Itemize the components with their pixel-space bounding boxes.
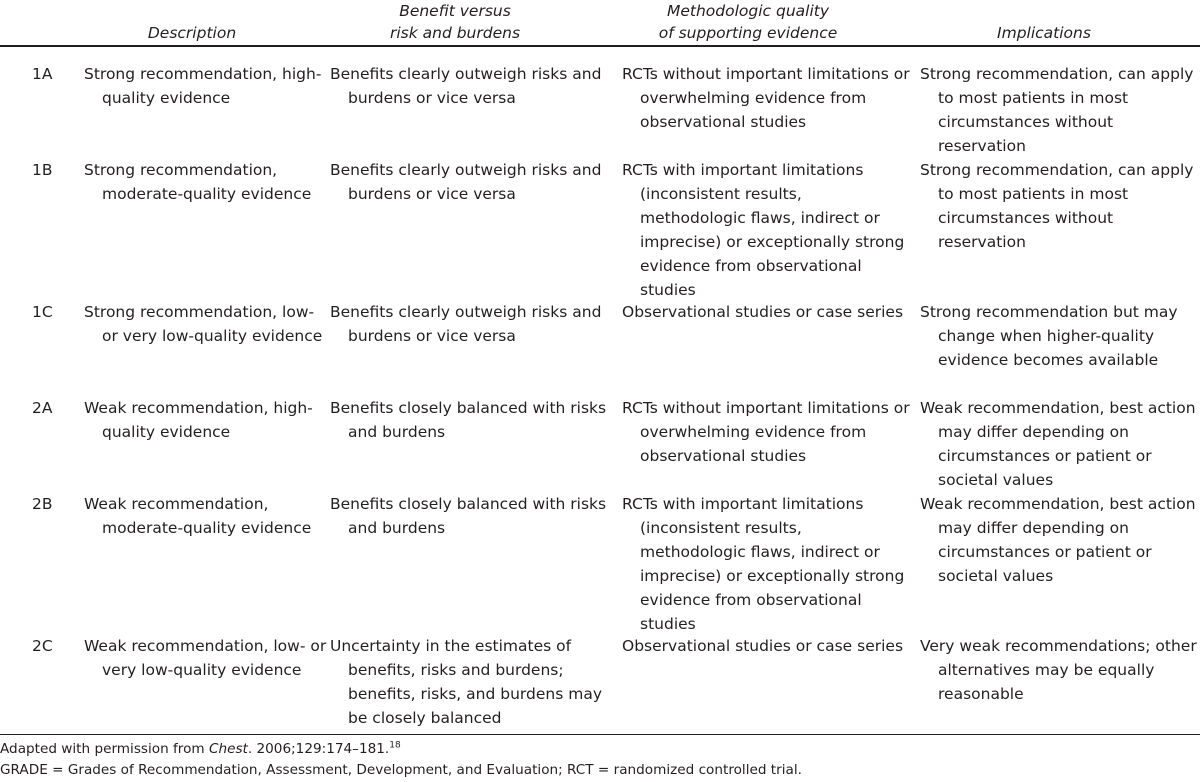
header-benefit: Benefit versus risk and burdens [389,2,521,42]
header-description: Description [147,24,237,42]
benefit-cell: Benefits clearly outweigh risks and burdens or vice versa [330,303,602,345]
table-bottom-rule [0,734,1200,735]
source-journal: Chest [208,741,248,757]
quality-cell: Observational studies or case series [622,303,904,321]
implications-cell: Weak recommendation, best action may differ depending on circumstances or patient or societal values [920,495,1196,585]
benefit-cell: Benefits clearly outweigh risks and burdens or vice versa [330,65,602,107]
table-top-rule [0,45,1200,47]
grade-cell: 2C [32,637,53,655]
grade-cell: 1B [32,161,53,179]
grade-cell: 2A [32,399,53,417]
description-cell: Strong recommendation, high-quality evidence [84,65,322,107]
quality-cell: RCTs without important limitations or overwhelming evidence from observational studies [622,399,910,465]
header-quality: Methodologic quality of supporting evidence [658,2,838,42]
quality-cell: Observational studies or case series [622,637,904,655]
grade-cell: 2B [32,495,53,513]
implications-cell: Weak recommendation, best action may differ depending on circumstances or patient or societal values [920,399,1196,489]
description-cell: Strong recommendation, low- or very low-quality evidence [84,303,323,345]
benefit-cell: Uncertainty in the estimates of benefits, risks and burdens; benefits, risks, and burdens may be closely balanced [330,637,602,727]
source-prefix: Adapted with permission from [0,741,209,757]
description-cell: Weak recommendation, low- or very low-quality evidence [84,637,327,679]
description-cell: Weak recommendation, moderate-quality evidence [84,495,312,537]
grade-cell: 1C [32,303,53,321]
quality-cell: RCTs without important limitations or overwhelming evidence from observational studies [622,65,910,131]
implications-cell: Very weak recommendations; other alternatives may be equally reasonable [920,637,1197,703]
grade-cell: 1A [32,65,53,83]
source-reference: 18 [389,740,401,751]
description-cell: Strong recommendation, moderate-quality evidence [84,161,312,203]
quality-cell: RCTs with important limitations (inconsistent results, methodologic flaws, indirect or imprecise) or exceptionally strong evidence from observational studies [622,495,905,633]
header-implications: Implications [997,24,1091,42]
benefit-cell: Benefits closely balanced with risks and burdens [330,399,607,441]
source-suffix: . 2006;129:174–181. [247,741,390,757]
abbreviations-footnote: GRADE = Grades of Recommendation, Assessment, Development, and Evaluation; RCT = randomized controlled trial. [0,762,802,778]
implications-cell: Strong recommendation, can apply to most patients in most circumstances without reservation [920,65,1194,155]
source-footnote [0,739,401,759]
implications-cell: Strong recommendation but may change when higher-quality evidence becomes available [920,303,1178,369]
quality-cell: RCTs with important limitations (inconsistent results, methodologic flaws, indirect or imprecise) or exceptionally strong evidence from observational studies [622,161,905,299]
implications-cell: Strong recommendation, can apply to most patients in most circumstances without reservation [920,161,1194,251]
benefit-cell: Benefits clearly outweigh risks and burdens or vice versa [330,161,602,203]
benefit-cell: Benefits closely balanced with risks and burdens [330,495,607,537]
description-cell: Weak recommendation, high-quality evidence [84,399,313,441]
